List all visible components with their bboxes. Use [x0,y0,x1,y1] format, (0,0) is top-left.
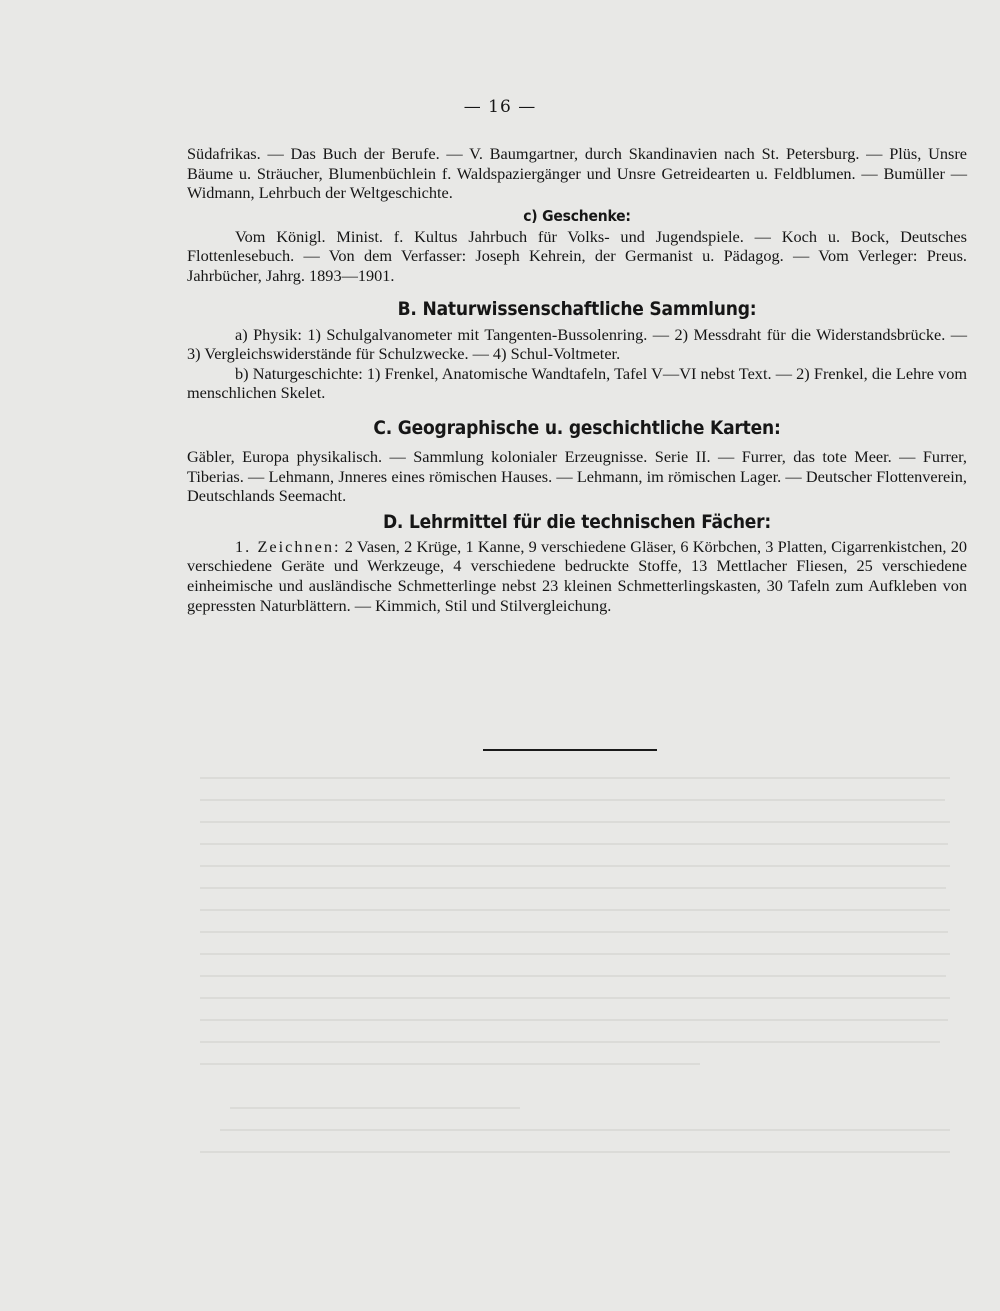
continued-paragraph: Südafrikas. — Das Buch der Berufe. — V. Baumgartner, durch Skandinavien nach St. Petersburg. — Plüs, Unsre Bäume u. Sträucher, Blumenbüchlein f. Waldspaziergänger und Unsre Getreidearten u. Feldblumen. — Bumüller — Widmann, Lehrbuch der Weltgeschichte. [187,144,967,203]
zeichnen-label: 1. Zeichnen: [235,536,341,556]
page-content [187,144,967,615]
heading-section-c: C. Geographische u. geschichtliche Karten: [373,416,781,439]
zeichnen-paragraph [187,537,967,615]
geschenke-paragraph: Vom Königl. Minist. f. Kultus Jahrbuch für Volks- und Jugendspiele. — Koch u. Bock, Deutsches Flottenlesebuch. — Von dem Verfasser: Joseph Kehrein, der Germanist u. Pädagog. — Vom Verleger: Preus. Jahrbücher, Jahrg. 1893—1901. [187,226,967,285]
page-number: — 16 — [463,97,537,117]
heading-geschenke: c) Geschenke: [523,206,631,225]
karten-paragraph: Gäbler, Europa physikalisch. — Sammlung kolonialer Erzeugnisse. Serie II. — Furrer, das tote Meer. — Furrer, Tiberias. — Lehmann, Jnneres eines römischen Hauses. — Lehmann, im römischen Lager. — Deutscher Flottenverein, Deutschlands Seemacht. [187,446,967,506]
physik-paragraph: a) Physik: 1) Schulgalvanometer mit Tangenten-Bussolenring. — 2) Messdraht für die Widerstandsbrücke. — 3) Vergleichswiderstände für Schulzwecke. — 4) Schul-Voltmeter. [187,324,967,364]
heading-section-b: B. Naturwissenschaftliche Sammlung: [397,297,757,320]
heading-section-d: D. Lehrmittel für die technischen Fächer: [382,510,772,533]
naturgeschichte-paragraph: b) Naturgeschichte: 1) Frenkel, Anatomische Wandtafeln, Tafel V—VI nebst Text. — 2) Frenkel, die Lehre vom menschlichen Skelet. [187,363,967,403]
section-end-rule [483,749,657,751]
zeichnen-text: 2 Vasen, 2 Krüge, 1 Kanne, 9 verschiedene Gläser, 6 Körbchen, 3 Platten, Cigarrenkistchen, 20 verschiedene Geräte und Werkzeuge, 4 verschiedene bedruckte Stoffe, 13 Mettlacher Fliesen, 25 verschiedene einheimische und ausländische Schmetterlinge nebst 23 kleinen Schmetterlingskasten, 30 Tafeln zum Aufkleben von gepressten Naturblättern. — Kimmich, Stil und Stilvergleichung. [187,536,967,615]
